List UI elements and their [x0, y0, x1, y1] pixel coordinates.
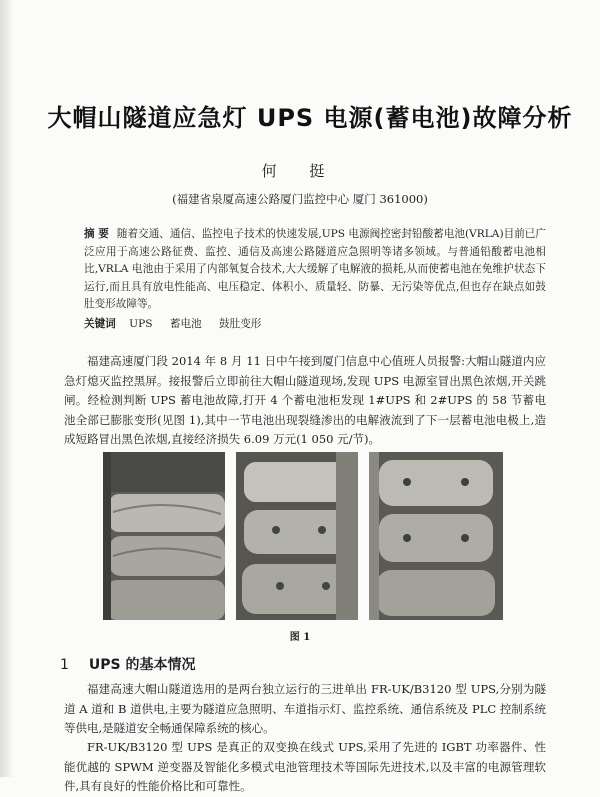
abstract-text: 随着交通、通信、监控电子技术的快速发展,UPS 电源阀控密封铅酸蓄电池(VRLA)目前已广泛应用于高速公路征费、监控、通信及高速公路隧道应急照明等诸多领域。与普通铅酸蓄电池相比,VRLA 电池由于采用了内部氧复合技术,大大缓解了电解液的损耗,从而使蓄电池在免维护状态下运行,而且具有放电性能高、电压稳定、体积小、质量轻、防暴、无污染等优点,但也存在缺点如鼓肚变形故障等。 — [84, 228, 546, 311]
body-paragraph-3: FR-UK/B3120 型 UPS 是真正的双变换在线式 UPS,采用了先进的 IGBT 功率器件、性能优越的 SPWM 逆变器及智能化多模式电池管理技术等国际先进技术,以及丰富的电源管理软件,具有良好的性能价格比和可靠性。 — [64, 740, 546, 793]
keyword-item: UPS — [129, 318, 153, 330]
photo-swollen-batteries-3 — [369, 452, 503, 620]
section-number: 1 — [60, 657, 69, 673]
keyword-item: 鼓肚变形 — [219, 318, 262, 330]
author-name: 何 挺 — [261, 162, 339, 180]
scan-shadow — [0, 0, 14, 777]
keyword-item: 蓄电池 — [169, 318, 202, 330]
author-affiliation: (福建省泉厦高速公路厦门监控中心 厦门 361000) — [172, 192, 428, 206]
section-title: UPS 的基本情况 — [88, 657, 196, 673]
keywords-block — [84, 316, 546, 331]
section-heading-1 — [60, 654, 540, 674]
keywords-label: 关键词 — [84, 318, 116, 330]
figure-1 — [103, 452, 503, 620]
body-paragraph-2: 福建高速大帽山隧道选用的是两台独立运行的三进单出 FR-UK/B3120 型 UPS,分别为隧道 A 道和 B 道供电,主要为隧道应急照明、车道指示灯、监控系统、通信系统及 PLC 控制系统等供电,是隧道安全畅通保障系统的核心。 — [64, 682, 546, 735]
figure-caption: 图 1 — [289, 632, 311, 643]
paper-title: 大帽山隧道应急灯 UPS 电源(蓄电池)故障分析 — [47, 104, 573, 132]
photo-swollen-batteries-2 — [236, 452, 358, 620]
body-paragraph-1: 福建高速厦门段 2014 年 8 月 11 日中午接到厦门信息中心值班人员报警:大帽山隧道内应急灯熄灭监控黑屏。接报警后立即前往大帽山隧道现场,发现 UPS 电源室冒出黑色浓烟,开关跳闸。经检测判断 UPS 蓄电池故障,打开 4 个蓄电池柜发现 1#UPS 和 2#UPS 的 58 节蓄电池全部已膨胀变形(见图 1),其中一节电池出现裂缝渗出的电解液流到了下一层蓄电池电极上,造成短路冒出黑色浓烟,直接经济损失 6.09 万元(1 050 元/节)。 — [64, 354, 546, 446]
abstract-label: 摘 要 — [84, 228, 109, 240]
abstract-block — [84, 226, 546, 314]
photo-swollen-batteries-1 — [103, 452, 225, 620]
